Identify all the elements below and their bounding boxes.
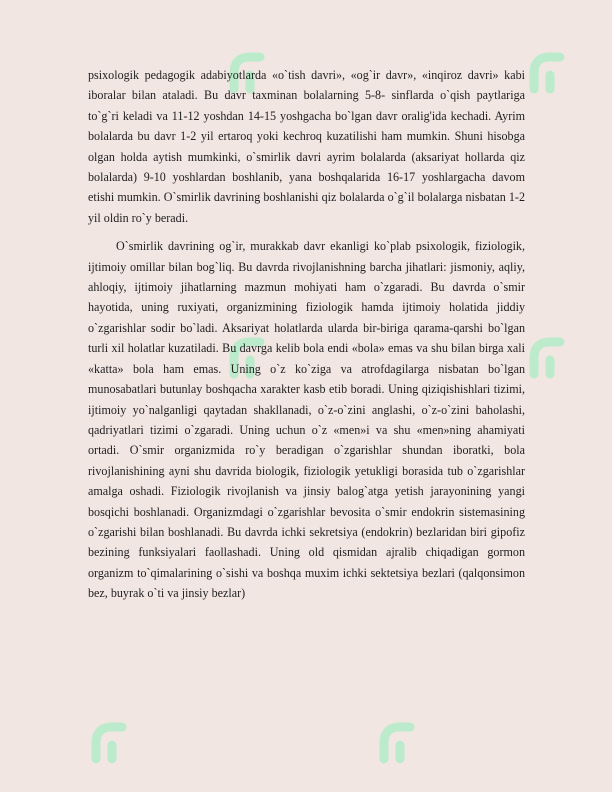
watermark-logo-icon bbox=[370, 715, 424, 769]
watermark-logo-icon bbox=[520, 45, 574, 99]
paragraph-1: psixologik pedagogik adabiyotlarda «o`tish davri», «og`ir davr», «inqiroz davri» kabi iboralar bilan ataladi. Bu davr taxminan bolalarning 5-8- sinflarda o`qish paytlariga to`g`ri keladi va 11-12 yoshdan 14-15 yoshgacha bo`lgan davr oralig'ida kechadi. Ayrim bolalarda bu davr 1-2 yil ertaroq yoki kechroq kuzatilishi ham mumkin. Shuni hisobga olgan holda aytish mumkinki, o`smirlik davri ayrim bolalarda (aksariyat hollarda qiz bolalarda) 9-10 yoshlardan boshlanib, yana boshqalarida 16-17 yoshlargacha davom etishi mumkin. O`smirlik davrining boshlanishi qiz bolalarda o`g`il bolalarga nisbatan 1-2 yil oldin ro`y beradi. bbox=[88, 68, 525, 225]
body-text bbox=[88, 65, 525, 604]
watermark-logo-icon bbox=[82, 715, 136, 769]
watermark-logo-icon bbox=[520, 330, 574, 384]
paragraph-2: O`smirlik davrining og`ir, murakkab davr ekanligi ko`plab psixologik, fiziologik, ijtimoiy omillar bilan bog`liq. Bu davrda rivojlanishning barcha jihatlari: jismoniy, aqliy, ahloqiy, ijtimoiy jihatlarning mazmun mohiyati ham o`zgaradi. Bu davrda o`smir hayotida, uning ruxiyati, organizmining fiziologik hamda ijtimoiy holatida jiddiy o`zgarishlar sodir bo`ladi. Aksariyat holatlarda ularda bir-biriga qarama-qarshi bo`lgan turli xil holatlar kuzatiladi. Bu davrga kelib bola endi «bola» emas va shu bilan birga xali «katta» bola ham emas. Uning o`z ko`ziga va atrofdagilarga nisbatan bo`lgan munosabatlari butunlay boshqacha xarakter kasb etib boradi. Uning qiziqishishlari tizimi, ijtimoiy yo`nalganligi qaytadan shakllanadi, o`z-o`zini anglashi, o`z-o`zini baholashi, qadriyatlari tizimi o`zgaradi. Uning uchun o`z «men»i va shu «men»ning ahamiyati ortadi. O`smir organizmida ro`y beradigan o`zgarishlar shundan iboratki, bola rivojlanishining ayni shu davrida biologik, fiziologik yetukligi borasida tub o`zgarishlar amalga oshadi. Fiziologik rivojlanish va jinsiy balog`atga yetish jarayonining yangi bosqichi boshlanadi. Organizmdagi o`zgarishlar bevosita o`smir endokrin sistemasining o`zgarishi bilan boshlanadi. Bu davrda ichki sekretsiya (endokrin) bezlaridan biri gipofiz bezining funksiyalari faollashadi. Uning old qismidan ajralib chiqadigan gormon organizm to`qimalarining o`sishi va boshqa muxim ichki sektetsiya bezlari (qalqonsimon bez, buyrak o`ti va jinsiy bezlar) bbox=[88, 239, 525, 601]
